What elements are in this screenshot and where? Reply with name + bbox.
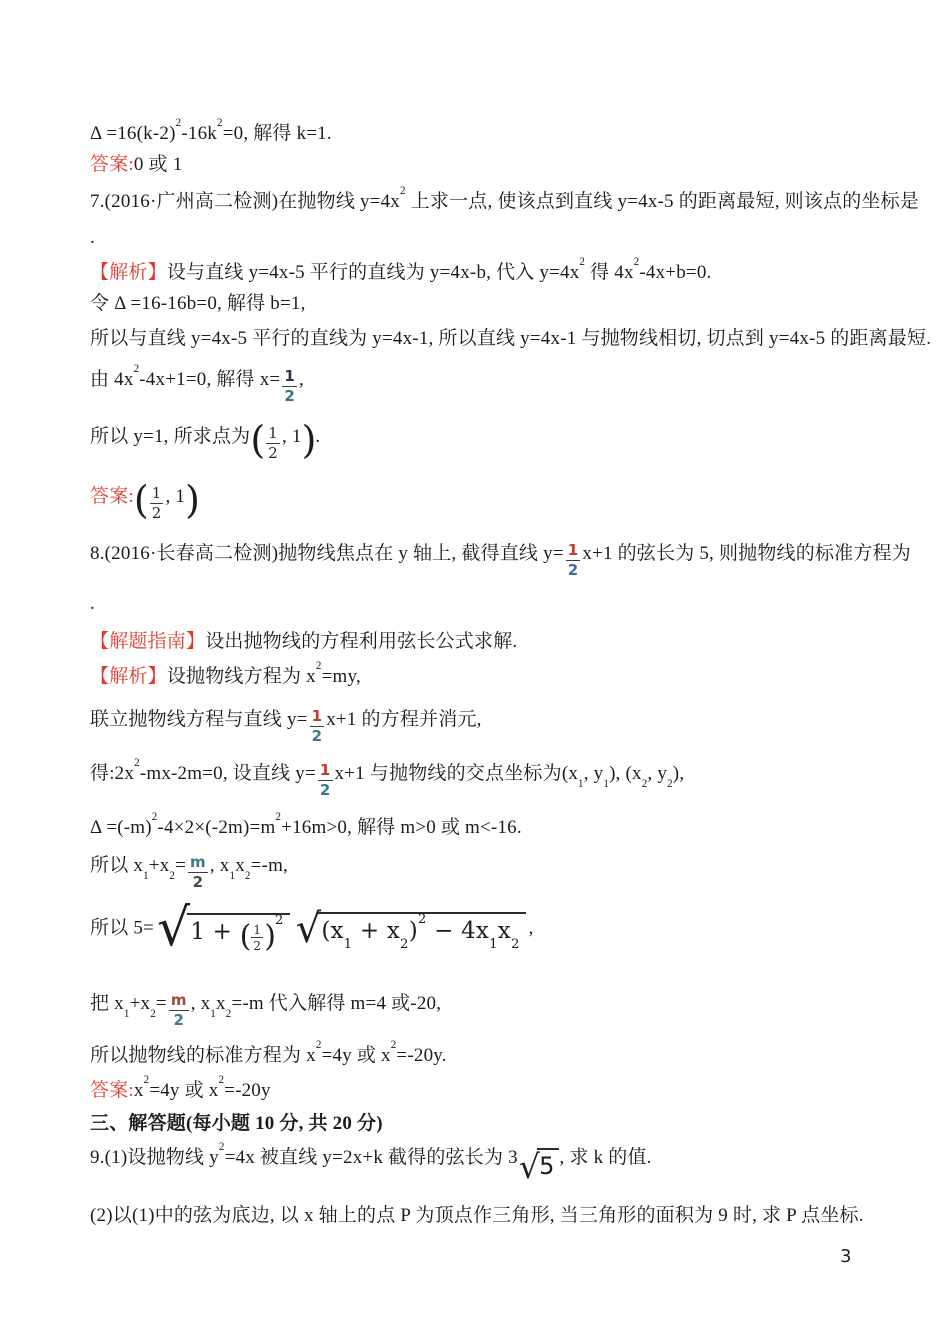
answer-label: 【解析】 [90,666,167,687]
paragraph-blank-dot-8 [90,592,880,617]
paragraph-standard-eq-line [90,1039,880,1069]
text-run: -mx-2m=0, 设直线 y= [139,763,316,784]
text-run: -4x+b=0. [639,262,712,283]
fraction [282,369,297,405]
text-run: 所以抛物线的标准方程为 x [90,1045,316,1066]
big-paren: ) [264,919,275,955]
big-paren: ( [250,418,265,462]
superscript: 2 [579,256,586,269]
text-run: x+1 与抛物线的交点坐标为(x [334,763,579,784]
subscript: 2 [510,936,520,952]
text-run: 5 [539,1152,555,1181]
text-run: x [235,855,245,876]
radical [156,898,290,958]
paragraph-question-8 [90,541,911,579]
text-run: 所以与直线 y=4x-5 平行的直线为 y=4x-1, 所以直线 y=4x-1 与抛物线相切, 切点到 y=4x-5 的距离最短. [90,328,932,349]
answer-label: 答案: [90,1080,134,1101]
text-run: =4x 被直线 y=2x+k 截得的弦长为 3 [224,1147,518,1168]
paragraph-intersect-line [90,757,880,799]
text-run: . [90,227,95,248]
text-run: =-m, [250,855,289,876]
subscript: 1 [578,777,584,790]
text-run: =-20y. [396,1045,447,1066]
text-run: ) [408,918,418,945]
paragraph-question-9-2 [90,1204,880,1229]
text-run: -4×2×(-2m)=m [157,817,276,838]
fraction-denominator: 2 [311,727,323,745]
fraction-numerator: m [190,853,206,872]
paragraph-question-7 [90,185,920,215]
text-run: 所以 x [90,855,144,876]
text-run: 设出抛物线的方程利用弦长公式求解. [205,631,518,652]
fraction [169,993,189,1029]
paragraph-guide-8 [90,630,880,655]
text-run: x [497,918,511,945]
fraction [150,486,164,522]
text-run: (x [321,918,344,945]
paragraph-answer-8 [90,1074,880,1104]
text-run: , [298,369,304,390]
text-run: 联立抛物线方程与直线 y= [90,709,308,730]
radical-sign-icon: √ [156,898,191,958]
superscript: 2 [315,660,322,673]
text-run: Δ =16(k-2) [90,123,176,144]
fraction-numerator: 1 [284,367,295,386]
paragraph-solve-x-line [90,363,880,405]
text-run: +x [148,855,170,876]
subscript: 2 [169,869,176,882]
text-run: , 1 [281,426,302,447]
text-run: 由 4x [90,369,134,390]
paragraph-delta-k-line [90,117,880,147]
subscript: 1 [603,777,610,790]
text-run: + x [352,918,401,945]
superscript: 2 [417,912,427,928]
subscript: 1 [210,1007,217,1020]
text-run: 8.(2016·长春高二检测)抛物线焦点在 y 轴上, 截得直线 y= [90,543,564,564]
radical-content [318,912,525,952]
fraction [566,543,581,579]
text-run: , x [209,855,230,876]
text-run: x [216,993,226,1014]
text-run: Δ =(-m) [90,817,152,838]
text-run: x+1 的方程并消元, [326,709,482,730]
text-run: 设与直线 y=4x-5 平行的直线为 y=4x-b, 代入 y=4x [166,262,580,283]
superscript: 2 [175,117,182,130]
subscript: 2 [225,1007,232,1020]
big-paren: ) [301,418,316,462]
text-run: . [315,426,321,447]
subscript: 2 [667,777,673,790]
subscript: 2 [244,869,251,882]
radical-sign-icon: √ [295,905,322,952]
text-run: -16k [181,123,217,144]
fraction-numerator: 1 [567,541,579,560]
text-run: =-m 代入解得 m=4 或-20, [231,993,442,1014]
text-run: 设抛物线方程为 x [166,666,316,687]
superscript: 2 [274,912,284,928]
text-run: =4y 或 x [149,1080,219,1101]
superscript: 2 [143,1074,150,1087]
paragraph-analysis-8 [90,660,880,690]
text-run: x+1 的弦长为 5, 则抛物线的标准方程为 [582,543,911,564]
subscript: 1 [123,1007,130,1020]
fraction-numerator: m [170,991,187,1010]
text-run: =-20y [224,1080,271,1101]
text-run: 得:2x [90,763,135,784]
answer-label: 答案: [90,486,134,507]
paragraph-section-3-heading [90,1112,880,1137]
text-run: = [175,855,187,876]
superscript: 2 [633,256,640,269]
text-run: 7.(2016·广州高二检测)在抛物线 y=4x [90,191,400,212]
radical [295,905,526,952]
text-run: , y [583,763,604,784]
superscript: 2 [216,117,223,130]
superscript: 2 [218,1141,225,1154]
radical-sign-icon: √ [518,1147,541,1186]
superscript: 2 [151,811,158,824]
fraction-numerator: 1 [151,484,162,503]
paragraph-analysis-7 [90,256,880,286]
fraction-numerator: 1 [253,922,262,937]
text-run: , y [647,763,668,784]
superscript: 2 [400,185,406,198]
superscript: 2 [133,363,140,376]
text-run: ), (x [609,763,642,784]
text-run: 0 或 1 [133,154,183,175]
text-run: 令 Δ =16-16b=0, 解得 b=1, [90,293,306,314]
text-run: =0, 解得 k=1. [222,123,332,144]
big-paren: ) [185,478,199,522]
text-run: -4x+1=0, 解得 x= [139,369,281,390]
subscript: 2 [400,936,409,952]
paragraph-chord-length-formula [90,898,880,958]
text-run: =my, [321,666,361,687]
fraction [188,855,208,891]
fraction [251,924,263,953]
fraction-denominator: 2 [173,1011,185,1029]
paragraph-answer-7 [90,478,880,522]
text-run: − 4x [426,918,490,945]
text-run: ), [672,763,685,784]
radical-content [537,1148,558,1182]
page-number: 3 [840,1246,852,1267]
subscript: 1 [343,936,353,952]
paragraph-substitute-line [90,992,880,1029]
subscript: 2 [641,777,648,790]
paragraph-question-9-1 [90,1141,880,1186]
superscript: 2 [275,811,282,824]
text-run: x [133,1080,144,1101]
text-run: = [155,993,167,1014]
paragraph-combine-line [90,708,880,745]
section-heading-text: 三、解答题(每小题 10 分, 共 20 分) [90,1113,383,1134]
superscript: 2 [134,757,140,770]
text-run: , 1 [165,486,186,507]
paragraph-point-line [90,418,880,462]
text-run: +x [129,993,151,1014]
fraction-denominator: 2 [253,939,262,954]
subscript: 1 [229,869,236,882]
subscript: 1 [143,869,149,882]
paragraph-let-delta-line [90,292,880,317]
fraction-denominator: 2 [192,873,204,891]
superscript: 2 [390,1039,397,1052]
text-run: 把 x [90,993,124,1014]
text-run: 上求一点, 使该点到直线 y=4x-5 的距离最短, 则该点的坐标是 [405,191,920,212]
superscript: 2 [218,1074,225,1087]
superscript: 2 [315,1039,322,1052]
fraction-denominator: 2 [319,781,331,799]
answer-label: 答案: [90,154,134,175]
answer-label: 【解题指南】 [90,631,206,652]
text-run: . [90,593,95,614]
paragraph-answer-6 [90,153,880,178]
paragraph-parallel-line [90,327,932,352]
text-run: 得 4x [585,262,634,283]
text-run: , 求 k 的值. [559,1147,652,1168]
fraction-denominator: 2 [284,387,295,405]
fraction-numerator: 1 [311,707,323,726]
fraction [266,426,280,462]
paragraph-vieta-line [90,854,880,891]
text-run: , [528,917,534,939]
text-run: 9.(1)设抛物线 y [90,1147,219,1168]
fraction [318,763,333,799]
answer-label: 【解析】 [90,262,167,283]
radical-content [187,913,289,953]
fraction-denominator: 2 [268,444,278,462]
text-run: , x [190,993,211,1014]
radical [518,1147,559,1186]
fraction-numerator: 1 [268,424,278,443]
text-run: +16m>0, 解得 m>0 或 m<-16. [281,817,522,838]
text-run: =4y 或 x [321,1045,391,1066]
fraction [310,709,325,745]
text-run: 所以 y=1, 所求点为 [90,426,251,447]
paragraph-delta-m-line [90,811,880,841]
text-run: 1 + [190,919,240,946]
big-paren: ( [239,919,251,955]
fraction-denominator: 2 [567,561,579,579]
text-run: (2)以(1)中的弦为底边, 以 x 轴上的点 P 为顶点作三角形, 当三角形的面积为 9 时, 求 P 点坐标. [90,1205,864,1226]
subscript: 2 [150,1007,156,1020]
big-paren: ( [133,478,148,522]
subscript: 1 [489,936,498,952]
text-run: 所以 5= [90,917,154,939]
fraction-denominator: 2 [151,504,162,522]
fraction-numerator: 1 [319,761,331,780]
paragraph-blank-dot-7 [90,226,880,251]
